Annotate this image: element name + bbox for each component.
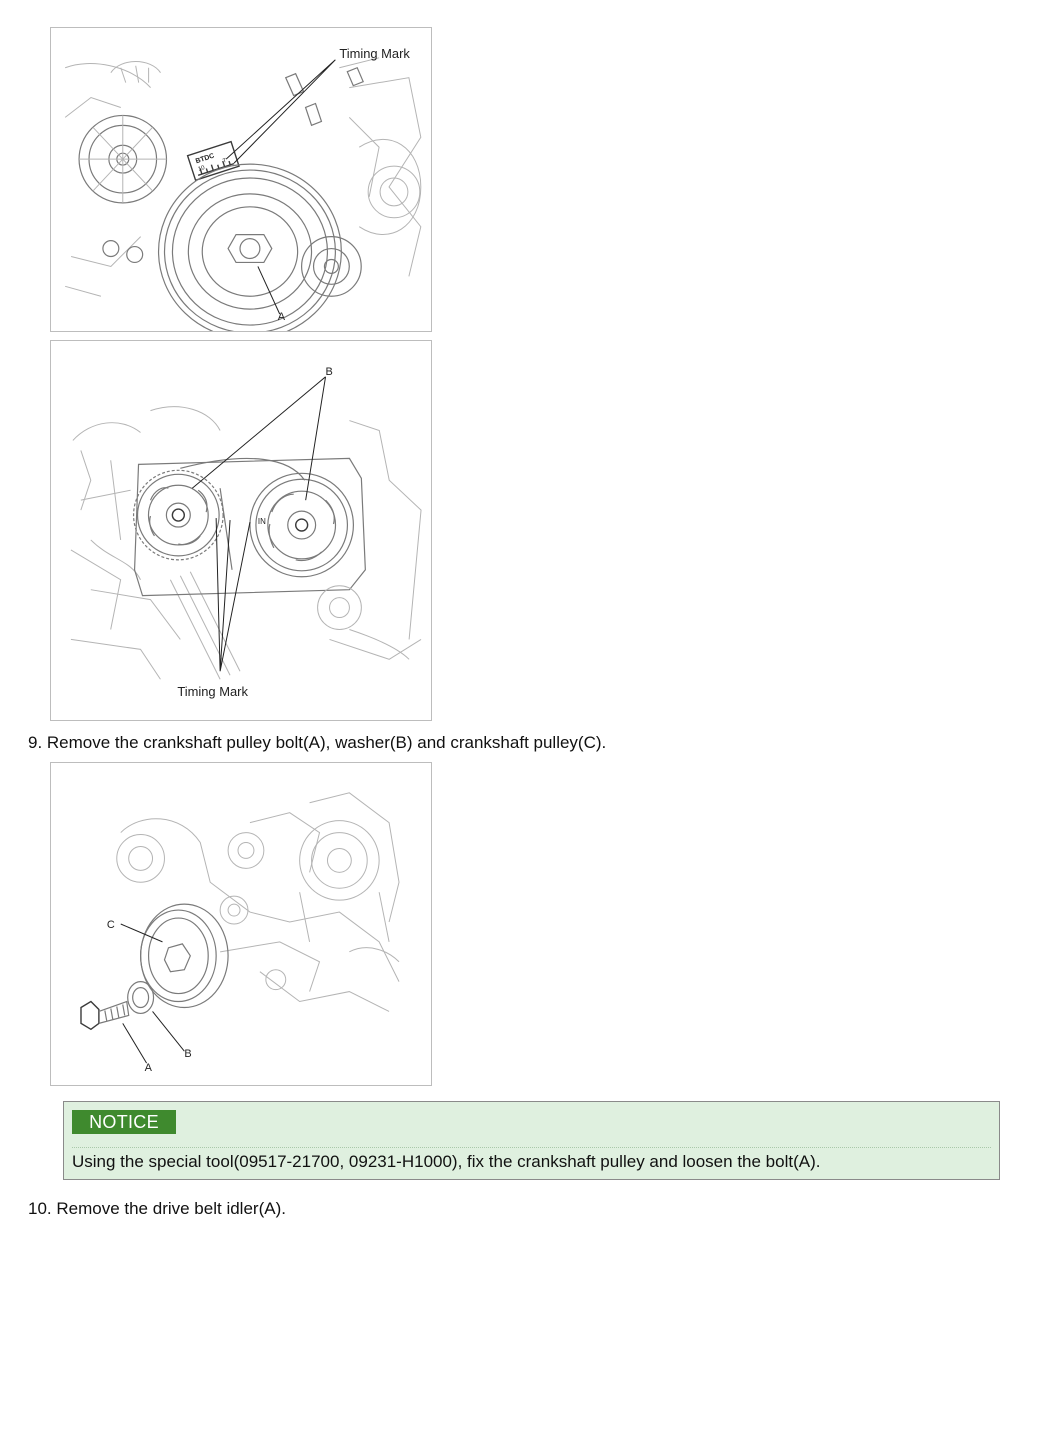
illustration-crank-pulley xyxy=(51,28,431,331)
timing-mark-label: Timing Mark xyxy=(339,45,410,61)
callout-a-label: A xyxy=(277,311,286,324)
notice-divider xyxy=(72,1147,991,1148)
figure-crankshaft-pulley-timing-mark xyxy=(50,27,432,332)
callout-b-label-2: B xyxy=(184,1048,192,1061)
callout-b-label: B xyxy=(325,365,333,378)
timing-mark-label-2: Timing Mark xyxy=(177,684,248,700)
notice-text: Using the special tool(09517-21700, 09231-H1000), fix the crankshaft pulley and loosen the bolt(A). xyxy=(72,1152,821,1171)
illustration-pulley-bolt-washer xyxy=(51,763,431,1085)
btdc-label: BTDC xyxy=(194,152,216,166)
notice-badge: NOTICE xyxy=(72,1110,176,1134)
notice-box xyxy=(63,1101,1000,1180)
figure-camshaft-sprockets-timing-mark xyxy=(50,340,432,721)
illustration-cam-sprockets xyxy=(51,341,431,720)
step-9-text: 9. Remove the crankshaft pulley bolt(A), washer(B) and crankshaft pulley(C). xyxy=(28,733,607,752)
callout-c-label: C xyxy=(106,918,115,931)
callout-a-label-2: A xyxy=(144,1062,152,1075)
step-10-text: 10. Remove the drive belt idler(A). xyxy=(28,1199,286,1218)
scale-t-label: T xyxy=(222,157,228,165)
figure-crankshaft-pulley-removal xyxy=(50,762,432,1086)
scale-ten-label: 10 xyxy=(197,165,206,173)
in-mark-label: IN xyxy=(257,517,266,527)
